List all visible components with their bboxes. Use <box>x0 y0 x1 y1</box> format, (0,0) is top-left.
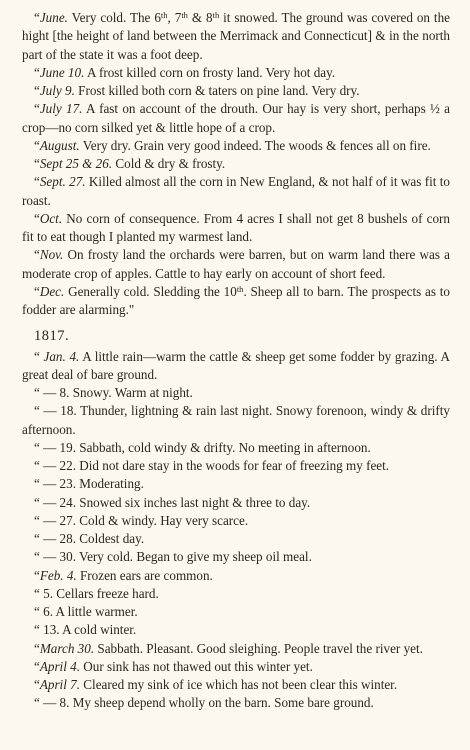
entry-august: “August. Very dry. Grain very good indeed. The woods & fences all on fire. <box>34 137 431 153</box>
entry-jan-27: “ — 27. Cold & windy. Hay very scarce. <box>34 512 249 528</box>
entry-jan-18: “ — 18. Thunder, lightning & rain last night. Snowy forenoon, windy & drifty afternoon. <box>22 403 450 437</box>
entry-text: Our sink has not thawed out this winter yet. <box>83 658 313 674</box>
entry-feb-6: “ 6. A little warmer. <box>34 604 138 619</box>
entry-april-7: “April 7. Cleared my sink of ice which has not been clear this winter. <box>34 677 398 692</box>
entry-april-8: “ — 8. My sheep depend wholly on the barn. Some bare ground. <box>34 695 374 711</box>
entry-text: Very cold. The 6th, 7th & 8th it snowed. The ground was covered on the hight [the height of land between the Merrimack and Connecticut] & in the north part of the state it was a foot deep. <box>22 10 450 62</box>
entry-jan-23: “ — 23. Moderating. <box>34 476 144 492</box>
entry-nov: “Nov. On frosty land the orchards were barren, but on warm land there was a moderate crop of apples. Cattle to hay early on account of short feed. <box>22 247 450 281</box>
entry-date: Sept. 27. <box>39 174 86 190</box>
entry-date: — 8. <box>43 695 70 711</box>
entry-jan-4: “ Jan. 4. A little rain—warm the cattle & sheep get some fodder by grazing. A great deal of bare ground. <box>22 348 451 382</box>
entry-date: Feb. 4. <box>39 567 77 583</box>
entry-feb-13: “ 13. A cold winter. <box>34 622 137 638</box>
entry-date: 6. <box>43 604 53 619</box>
entry-text: Very dry. Grain very good indeed. The woods & fences all on fire. <box>82 137 431 153</box>
entry-text: Moderating. <box>79 476 144 492</box>
entry-date: June 10. <box>39 64 85 80</box>
entry-text: A frost killed corn on frosty land. Very hot day. <box>86 64 336 80</box>
entry-text: My sheep depend wholly on the barn. Some bare ground. <box>72 695 374 711</box>
entry-date: — 19. <box>43 439 76 455</box>
ordinal-suffix: th <box>236 283 244 294</box>
entry-text: Sabbath, cold windy & drifty. No meeting in afternoon. <box>79 439 371 455</box>
entry-jan-30: “ — 30. Very cold. Began to give my sheep oil meal. <box>34 549 312 565</box>
entry-june: “June. Very cold. The 6th, 7th & 8th it snowed. The ground was covered on the hight [the height of land between the Merrimack and Connecticut] & in the north part of the state it was a foot deep. <box>22 10 450 62</box>
year-heading: 1817. <box>34 328 70 345</box>
entry-text: Did not dare stay in the woods for fear of freezing my feet. <box>79 458 390 473</box>
entry-text: No corn of consequence. From 4 acres I shall not get 8 bushels of corn fit to eat though I planted my warmest land. <box>22 210 450 244</box>
entry-date: — 8. <box>43 385 70 400</box>
entry-text: Frost killed both corn & taters on pine land. Very dry. <box>78 83 360 98</box>
entry-june-10: “June 10. A frost killed corn on frosty land. Very hot day. <box>34 64 336 80</box>
entry-date: — 23. <box>43 476 76 492</box>
entry-july-17: “July 17. A fast on account of the drouth. Our hay is very short, perhaps ½ a crop—no corn silked yet & little hope of a crop. <box>22 101 450 135</box>
entry-text: A fast on account of the drouth. Our hay is very short, perhaps ½ a crop—no corn silked yet & little hope of a crop. <box>22 101 450 135</box>
entry-july-9: “July 9. Frost killed both corn & taters on pine land. Very dry. <box>34 83 360 98</box>
entry-text: Snowed six inches last night & three to day. <box>79 494 311 510</box>
entry-date: — 27. <box>43 512 76 528</box>
entry-text: A cold winter. <box>62 622 137 638</box>
entry-date: — 28. <box>43 531 76 546</box>
entry-sept-25-26: “Sept 25 & 26. Cold & dry & frosty. <box>34 156 226 171</box>
entry-jan-8: “ — 8. Snowy. Warm at night. <box>34 385 193 400</box>
entry-text: Cold & windy. Hay very scarce. <box>79 512 249 528</box>
entry-date: — 30. <box>43 549 76 565</box>
entry-date: August. <box>39 137 80 153</box>
entry-text: Cold & dry & frosty. <box>115 156 226 171</box>
entry-text: Cleared my sink of ice which has not been clear this winter. <box>83 677 398 692</box>
entry-text: Snowy. Warm at night. <box>72 385 193 400</box>
entry-text: A little rain—warm the cattle & sheep get some fodder by grazing. A great deal of bare ground. <box>22 348 451 382</box>
entry-jan-24: “ — 24. Snowed six inches last night & three to day. <box>34 494 311 510</box>
entry-date: June. <box>39 10 68 25</box>
entry-dec: “Dec. Generally cold. Sledding the 10th. Sheep all to barn. The prospects as to fodder are alarming." <box>22 283 450 317</box>
entry-date: April 4. <box>39 658 80 674</box>
entry-date: 5. <box>43 585 53 601</box>
entry-date: Jan. 4. <box>43 348 80 364</box>
entry-date: Dec. <box>39 283 65 299</box>
ordinal-suffix: th <box>212 10 220 20</box>
ordinal-suffix: th <box>181 10 188 20</box>
entry-text: A little warmer. <box>55 604 138 619</box>
entry-text: Sabbath. Pleasant. Good sleighing. People travel the river yet. <box>97 640 423 656</box>
entry-text: Generally cold. Sledding the 10th. Sheep all to barn. The prospects as to fodder are alarming." <box>22 283 450 317</box>
entry-text: On frosty land the orchards were barren, but on warm land there was a moderate crop of apples. Cattle to hay early on account of short feed. <box>22 247 450 281</box>
entry-text: Frozen ears are common. <box>80 567 213 583</box>
entry-feb-4: “Feb. 4. Frozen ears are common. <box>34 567 213 583</box>
entry-date: — 22. <box>43 458 76 473</box>
entry-date: Nov. <box>39 247 64 263</box>
entry-text: Coldest day. <box>79 531 145 546</box>
entry-text: Killed almost all the corn in New England, & not half of it was fit to roast. <box>22 174 450 208</box>
entry-jan-22: “ — 22. Did not dare stay in the woods for fear of freezing my feet. <box>34 458 390 473</box>
entry-date: — 18. <box>43 403 77 419</box>
entry-sept-27: “Sept. 27. Killed almost all the corn in New England, & not half of it was fit to roast. <box>22 174 450 208</box>
entry-feb-5: “ 5. Cellars freeze hard. <box>34 585 159 601</box>
entry-date: July 9. <box>39 83 75 98</box>
entry-oct: “Oct. No corn of consequence. From 4 acres I shall not get 8 bushels of corn fit to eat though I planted my warmest land. <box>22 210 450 244</box>
entry-april-4: “April 4. Our sink has not thawed out this winter yet. <box>34 658 313 674</box>
entry-date: Oct. <box>39 210 63 226</box>
entry-text: Very cold. Began to give my sheep oil meal. <box>79 549 312 565</box>
entry-text: Thunder, lightning & rain last night. Snowy forenoon, windy & drifty afternoon. <box>22 403 450 437</box>
entry-date: March 30. <box>39 640 95 656</box>
entry-jan-19: “ — 19. Sabbath, cold windy & drifty. No meeting in afternoon. <box>34 439 371 455</box>
ordinal-suffix: th <box>160 10 168 20</box>
entry-march-30: “March 30. Sabbath. Pleasant. Good sleighing. People travel the river yet. <box>34 640 423 656</box>
entry-date: Sept 25 & 26. <box>39 156 113 171</box>
entry-text: Cellars freeze hard. <box>56 585 159 601</box>
entry-date: 13. <box>43 622 60 638</box>
entry-date: — 24. <box>43 494 76 510</box>
entry-date: July 17. <box>39 101 83 117</box>
entry-jan-28: “ — 28. Coldest day. <box>34 531 145 546</box>
entry-date: April 7. <box>39 677 80 692</box>
